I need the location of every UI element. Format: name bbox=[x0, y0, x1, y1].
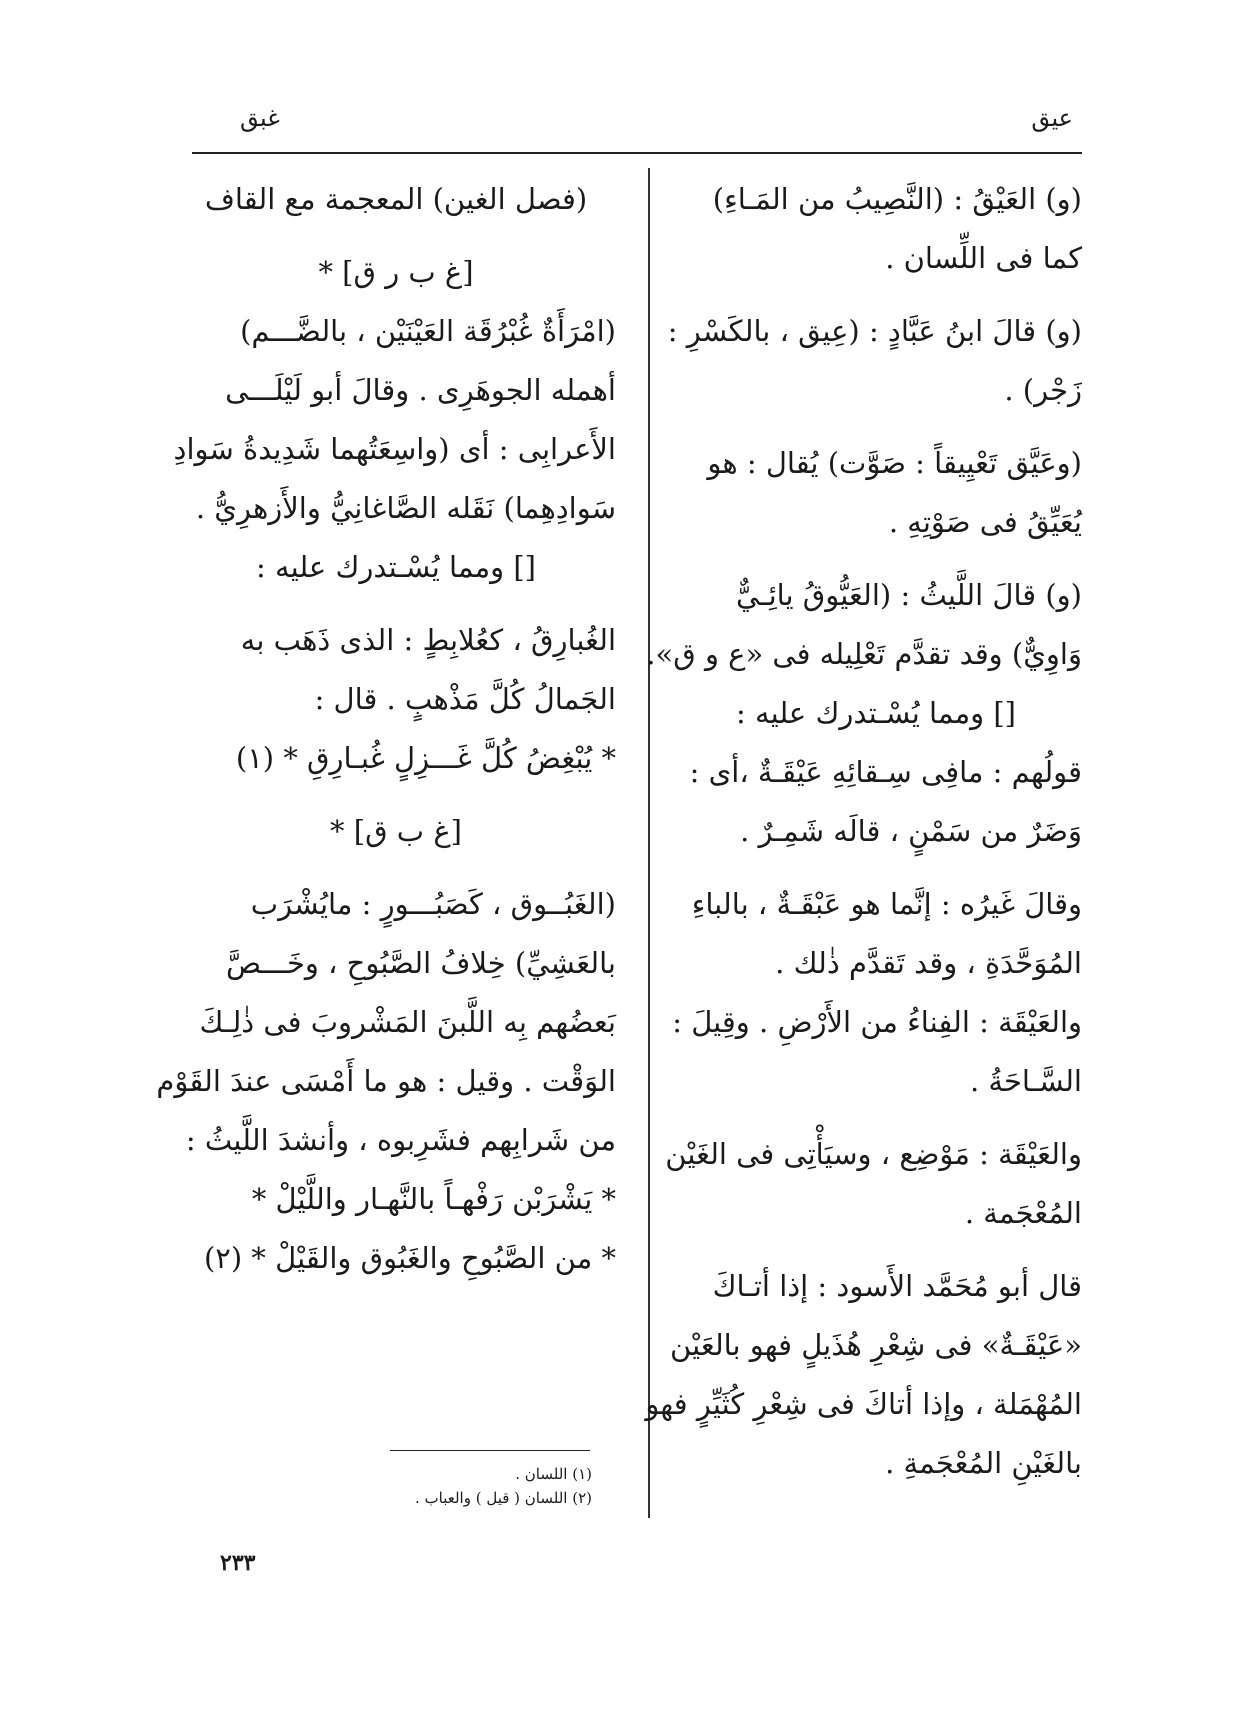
header-rule bbox=[192, 152, 1082, 154]
footnote: (٢) اللسان ( قيل ) والعباب . bbox=[414, 1489, 592, 1507]
verse-line: * من الصَّبُوحِ والغَبُوق والقَيْلْ * (٢) bbox=[203, 1241, 616, 1275]
text-line: الغُبارِقُ ، كعُلابِطٍ : الذى ذَهَب به bbox=[240, 623, 616, 657]
entry-heading: [غ ب ر ق] * bbox=[318, 255, 474, 289]
text-line: الوَقْت . وقيل : هو ما أَمْسَى عندَ القَوْم bbox=[156, 1064, 616, 1098]
text-line: (الغَبُــوق ، كَصَبُـــورٍ : مايُشْرَب bbox=[250, 887, 616, 921]
text-line: المُهْمَلة ، وإذا أتاكَ فى شِعْرِ كُثَيِّرٍ فهو bbox=[645, 1387, 1082, 1421]
entry-heading: [غ ب ق] * bbox=[330, 814, 462, 848]
text-line: (وعَيَّق تَعْيِيقاً : صَوَّت) يُقال : هو bbox=[707, 446, 1082, 480]
column-divider bbox=[648, 168, 650, 1518]
text-line: بَعضُهم بِه اللَّبنَ المَشْروبَ فى ذٰلِـكَ bbox=[199, 1005, 616, 1039]
text-line: الجَمالُ كُلَّ مَذْهبٍ . قال : bbox=[314, 682, 616, 716]
text-line: يُعَيِّقُ فى صَوْتِهِ . bbox=[888, 505, 1082, 539]
footnote: (١) اللسان . bbox=[515, 1465, 592, 1483]
left-column bbox=[156, 170, 616, 1288]
running-head-right: عيق bbox=[1031, 104, 1073, 132]
right-column bbox=[645, 170, 1082, 1493]
text-line: والعَيْقَة : مَوْضِع ، وسيَأْتِى فى الغَيْن bbox=[665, 1137, 1082, 1171]
text-line: كما فى اللِّسان . bbox=[885, 241, 1082, 275]
text-line: [] ومما يُسْـتدرك عليه : bbox=[256, 550, 536, 584]
section-title: (فصل الغين) المعجمة مع القاف bbox=[204, 182, 588, 216]
text-line: الأَعرابِى : أى (واسِعَتُهما شَدِيدةُ سَوادِ bbox=[173, 432, 616, 466]
text-line: وَاوِيٌّ) وقد تقدَّم تَعْلِيله فى «ع و ق». bbox=[646, 637, 1082, 671]
text-line: قال أبو مُحَمَّد الأَسود : إذا أتـاكَ bbox=[712, 1269, 1082, 1303]
verse-line: * يَشْرَبْن رَفْهـاً بالنَّهـار واللَّيْلْ * bbox=[251, 1182, 616, 1216]
text-line: وَضَرٌ من سَمْنٍ ، قالَه شَمِـرٌ . bbox=[740, 814, 1082, 848]
text-line: (امْرَأَةٌ غُبْرُقَة العَيْنَيْن ، بالضَّـــم) bbox=[240, 314, 616, 348]
footnote-rule bbox=[390, 1450, 590, 1451]
text-line: المُوَحَّدَةِ ، وقد تَقدَّم ذٰلك . bbox=[775, 946, 1082, 980]
verse-line: * يُبْغِضُ كُلَّ غَـــزِلٍ غُبـارِقِ * (١) bbox=[235, 741, 616, 775]
page-number: ٢٣٣ bbox=[220, 1550, 256, 1576]
text-line: (و) العَيْقُ : (النَّصِيبُ من المَـاءِ) bbox=[712, 182, 1082, 216]
text-line: أهمله الجوهَرِى . وقالَ أبو لَيْلَـــى bbox=[225, 373, 616, 407]
text-line: والعَيْقَة : الفِناءُ من الأَرْضِ . وقِيلَ : bbox=[672, 1005, 1082, 1039]
text-line: المُعْجَمة . bbox=[964, 1196, 1082, 1230]
text-line: بالغَيْنِ المُعْجَمةِ . bbox=[885, 1446, 1082, 1480]
text-line: «عَيْقَـةٌ» فى شِعْرِ هُذَيلٍ فهو بالعَيْن bbox=[670, 1328, 1082, 1362]
text-line: زَجْر) . bbox=[1004, 373, 1082, 407]
text-line: (و) قالَ ابنُ عَبَّادٍ : (عِيق ، بالكَسْرِ : bbox=[667, 314, 1082, 348]
text-line: (و) قالَ اللَّيثُ : (العَيُّوقُ يائِـيٌّ bbox=[735, 578, 1082, 612]
text-line: وقالَ غَيرُه : إنَّما هو عَبْقَـةٌ ، بالباءِ bbox=[691, 887, 1082, 921]
text-line: سَوادِهِما) نَقَله الصَّاغانِيُّ والأَزهرِيُّ . bbox=[195, 491, 616, 525]
footnotes bbox=[300, 1462, 592, 1510]
text-line: من شَرابِهم فشَرِبوه ، وأنشدَ اللَّيثُ : bbox=[185, 1123, 616, 1157]
text-line: بالعَشِيِّ) خِلافُ الصَّبُوحِ ، وخَـــصَّ bbox=[225, 946, 616, 980]
running-head-left: غبق bbox=[240, 104, 280, 132]
text-line: [] ومما يُسْـتدرك عليه : bbox=[736, 696, 1016, 730]
text-line: قولُهم : مافِى سِـقائِهِ عَيْقَـةٌ ،أى : bbox=[689, 755, 1082, 789]
text-line: السَّـاحَةُ . bbox=[969, 1064, 1082, 1098]
